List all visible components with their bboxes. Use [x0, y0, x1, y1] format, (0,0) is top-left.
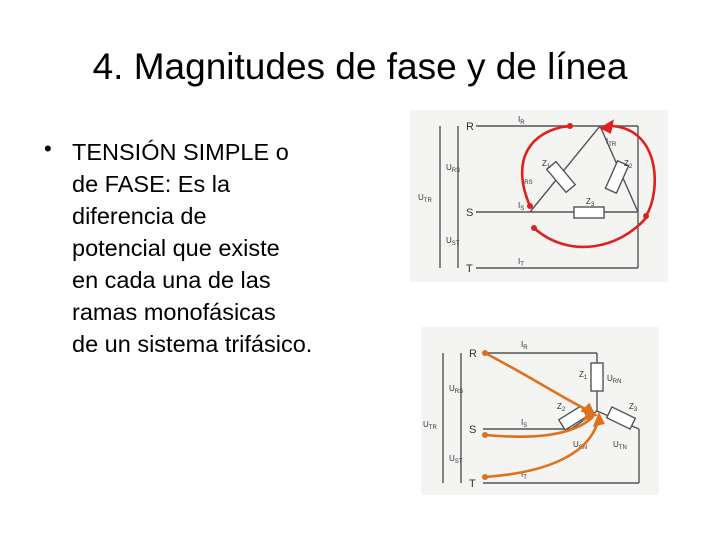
label-z1: $Z_1$ — [542, 159, 551, 170]
impedance-z1 — [591, 363, 603, 391]
label-u-tr: $U_{TR}$ — [423, 420, 437, 431]
label-u-rs: $U_{RS}$ — [446, 163, 461, 174]
label-i-r: $I_R$ — [521, 340, 528, 351]
bullet-marker: • — [44, 136, 52, 161]
delta-diagram — [410, 110, 668, 282]
label-z2: $Z_2$ — [624, 159, 633, 170]
slide-title: 4. Magnitudes de fase y de línea — [92, 46, 628, 87]
impedance-z3 — [574, 207, 604, 218]
label-u-tr: $U_{TR}$ — [418, 193, 432, 204]
label-z3: $Z_3$ — [586, 197, 595, 208]
label-i-t: $I_T$ — [521, 470, 527, 481]
label-i-r: $I_R$ — [518, 115, 525, 126]
label-r: R — [466, 121, 474, 133]
label-u-rs: $U_{RS}$ — [449, 384, 464, 395]
label-i-s: $I_S$ — [521, 418, 528, 429]
label-s: S — [466, 207, 474, 219]
label-t: T — [469, 478, 476, 490]
star-diagram — [421, 327, 659, 495]
label-z2: $Z_2$ — [557, 402, 566, 413]
label-z1: $Z_1$ — [579, 370, 588, 381]
label-s: S — [469, 424, 477, 436]
label-u-st: $U_{ST}$ — [449, 454, 463, 465]
star-diagram-background — [421, 327, 659, 495]
label-u-st: $U_{ST}$ — [446, 236, 460, 247]
label-t: T — [466, 263, 473, 275]
label-z3: $Z_3$ — [629, 402, 638, 413]
label-r: R — [469, 348, 477, 360]
label-i-rs: $I_{RS}$ — [522, 175, 533, 186]
label-u-tn: $U_{TN}$ — [613, 440, 627, 451]
bullet-item — [44, 136, 374, 360]
label-i-s: $I_S$ — [518, 201, 525, 212]
label-u-rn: $U_{RN}$ — [607, 374, 622, 385]
label-i-tr: $I_{TR}$ — [606, 137, 617, 148]
label-u-sn: $U_{SN}$ — [573, 440, 588, 451]
bullet-text: TENSIÓN SIMPLE o de FASE: Es la diferencia de potencial que existe en cada una de las ramas monofásicas de un sistema trifásico. — [72, 139, 313, 357]
label-i-t: $I_T$ — [518, 257, 524, 268]
